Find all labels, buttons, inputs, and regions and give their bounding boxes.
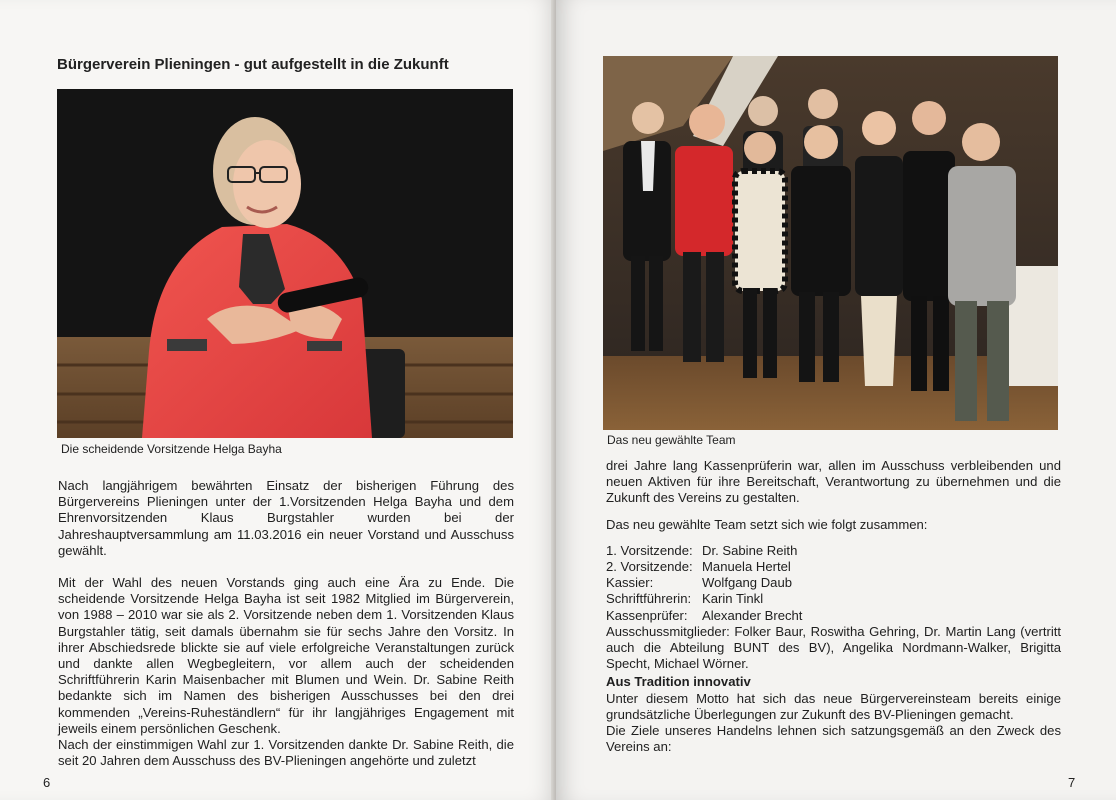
roster-row xyxy=(606,608,1061,624)
roster-role: Schriftführerin: xyxy=(606,591,692,607)
photo-outgoing-chair xyxy=(57,89,513,438)
left-body-text xyxy=(58,478,514,769)
roster-row xyxy=(606,543,1061,559)
roster-name: Wolfgang Daub xyxy=(702,575,793,591)
left-paragraph-1: Nach langjährigem bewährten Einsatz der bisherigen Führung des Bürgervereins Plieningen unter der 1.Vorsitzenden Helga Bayha und dem Ehrenvorsitzenden Klaus Burgstahler wurden bei der Jahreshauptversammlung am 11.03.2016 ein neuer Vorstand und Ausschuss gewählt. xyxy=(58,478,514,558)
page-number-right: 7 xyxy=(1068,775,1076,790)
page-number-left: 6 xyxy=(43,775,51,790)
right-page xyxy=(556,0,1116,800)
right-body-text xyxy=(606,458,1061,755)
photo-caption-right: Das neu gewählte Team xyxy=(607,433,736,447)
roster-role: Kassenprüfer: xyxy=(606,607,688,623)
roster-row xyxy=(606,591,1061,607)
photo-new-team xyxy=(603,56,1058,430)
left-page xyxy=(0,0,556,800)
roster-name: Alexander Brecht xyxy=(702,607,803,623)
right-paragraph-2: Das neu gewählte Team setzt sich wie folgt zusammen: xyxy=(606,516,928,532)
left-paragraph-3: Nach der einstimmigen Wahl zur 1. Vorsitzenden dankte Dr. Sabine Reith, die seit 20 Jahren dem Ausschuss des BV-Plieningen angehörte und zuletzt xyxy=(58,737,514,769)
roster-row xyxy=(606,575,1061,591)
photo-caption-left: Die scheidende Vorsitzende Helga Bayha xyxy=(61,442,282,456)
roster-name: Dr. Sabine Reith xyxy=(702,542,798,558)
roster-role: Kassier: xyxy=(606,575,654,591)
subheading-tradition: Aus Tradition innovativ xyxy=(606,674,751,690)
committee-members xyxy=(606,624,1061,673)
left-paragraph-2: Mit der Wahl des neuen Vorstands ging auch eine Ära zu Ende. Die scheidende Vorsitzende Helga Bayha ist seit 1982 Mitglied im Bürgerverein, von 1988 – 2010 war sie als 2. Vorsitzende neben dem 1. Vorsitzenden Klaus Burgstahler tätig, seit damals übernahm sie für sechs Jahre den Vorsitz. In ihrer Abschiedsrede blickte sie auf viele erfolgreiche Veranstaltungen zurück und dankte allen Wegbegleitern, vor allem auch der scheidenden Schriftführerin Karin Maisenbacher mit Blumen und Wein. Dr. Sabine Reith bedankte sich im Namen des bisherigen Ausschusses bei den drei kommenden „Vereins-Ruheständlern“ für ihr langjähriges Engagement mit jeweils einem persönlichen Geschenk. xyxy=(58,575,514,736)
photo-new-team-image xyxy=(603,56,1058,430)
photo-outgoing-chair-image xyxy=(57,89,513,438)
committee-names: Folker Baur, Roswitha Gehring, Dr. Martin Lang (vertritt auch die Abteilung BUNT des BV), Angelika Nordmann-Walker, Brigitta Specht, Michael Wörner. xyxy=(606,623,1062,672)
article-title: Bürgerverein Plieningen - gut aufgestellt in die Zukunft xyxy=(57,56,449,73)
right-paragraph-1: drei Jahre lang Kassenprüferin war, allen im Ausschuss verbleibenden und neuen Aktiven für ihre Bereitschaft, Verantwortung zu übernehmen und die Zukunft des Vereins zu gestalten. xyxy=(606,458,1061,506)
committee-role: Ausschussmitglieder: xyxy=(606,623,730,639)
roster-role: 2. Vorsitzende: xyxy=(606,559,693,575)
roster-name: Karin Tinkl xyxy=(702,591,764,607)
right-paragraph-4: Die Ziele unseres Handelns lehnen sich satzungsgemäß an den Zweck des Vereins an: xyxy=(606,723,1061,755)
right-paragraph-3: Unter diesem Motto hat sich das neue Bürgervereinsteam bereits einige grundsätzliche Überlegungen zur Zukunft des BV-Plieningen gemacht. xyxy=(606,690,1061,722)
board-roster xyxy=(606,543,1061,673)
roster-role: 1. Vorsitzende: xyxy=(606,542,693,558)
roster-row xyxy=(606,559,1061,575)
roster-name: Manuela Hertel xyxy=(702,559,791,575)
